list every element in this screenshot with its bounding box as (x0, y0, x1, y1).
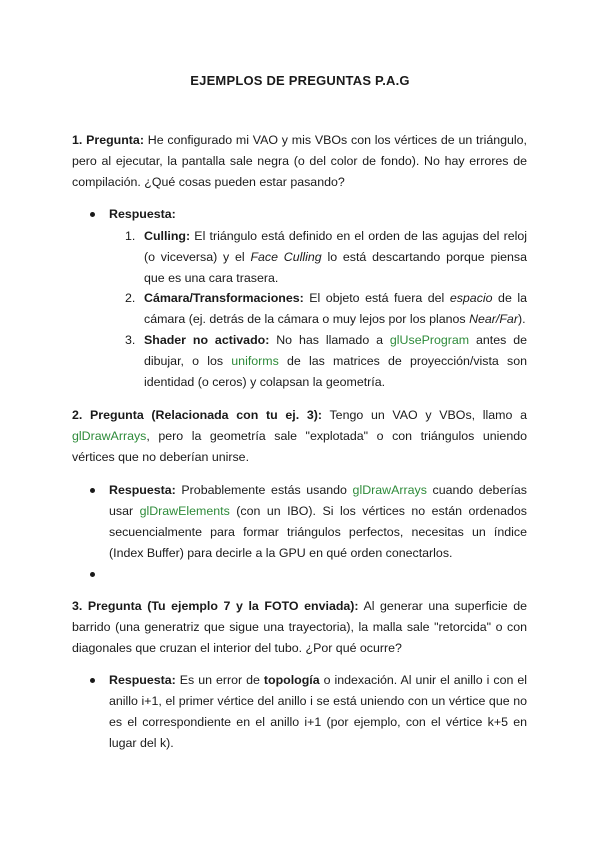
code-term: glDrawArrays (72, 429, 147, 443)
answer-1-item-2 (125, 288, 527, 330)
question-2-text: , pero la geometría sale "explotada" o con triángulos uniendo vértices que no deberían unirse. (72, 429, 527, 464)
question-2 (72, 405, 527, 468)
code-term: glDrawElements (139, 504, 230, 518)
answer-text: (con un IBO). Si los vértices no están ordenados secuencialmente para formar triángulos perfectos, necesitas un índice (Index Buffer) para decirle a la GPU en qué orden conectarlos. (109, 504, 528, 560)
answer-text: Es un error de (175, 673, 264, 687)
question-2-answer-bullet (90, 480, 527, 564)
question-1-label: 1. Pregunta: (72, 133, 144, 147)
item-text: El objeto está fuera del (303, 291, 450, 305)
bullet-icon (90, 572, 95, 577)
answer-text: cuando deberías usar (109, 483, 527, 518)
answer-text: Probablemente estás usando (175, 483, 353, 497)
bullet-icon (90, 678, 95, 683)
item-label: Shader no activado: (144, 333, 270, 347)
answer-label: Respuesta: (109, 673, 176, 687)
item-italic: espacio (449, 291, 493, 305)
question-2-label: 2. Pregunta (Relacionada con tu ej. 3): (72, 408, 323, 422)
item-text: El triángulo está definido en el orden de las agujas del reloj (o viceversa) y el (144, 229, 527, 264)
answer-text: o indexación. Al unir el anillo i con el anillo i+1, el primer vértice del anillo i se está uniendo con un vértice que no es el correspondiente en el anillo i+1 (por ejemplo, con el vértice k+5 en lugar del k). (109, 673, 527, 750)
question-1-text: He configurado mi VAO y mis VBOs con los vértices de un triángulo, pero al ejecutar, la pantalla sale negra (o del color de fondo). No hay errores de compilación. ¿Qué cosas pueden estar pasando? (72, 133, 527, 189)
question-3-answer-bullet (90, 670, 527, 754)
question-1-answer-bullet (90, 204, 527, 225)
item-text: lo está descartando porque piensa que es una cara trasera. (144, 250, 527, 285)
item-italic: Near/Far (469, 312, 518, 326)
answer-1-item-1 (125, 226, 527, 289)
bullet-icon (90, 212, 95, 217)
answer-bold-term: topología (263, 673, 320, 687)
question-2-text: Tengo un VAO y VBOs, llamo a (322, 408, 527, 422)
answer-label: Respuesta: (109, 483, 176, 497)
item-text: ). (517, 312, 526, 326)
item-italic: Face Culling (250, 250, 322, 264)
bullet-icon (90, 488, 95, 493)
item-text: antes de dibujar, o los (144, 333, 527, 368)
item-number: 2. (125, 291, 136, 305)
item-label: Culling: (144, 229, 191, 243)
item-text: No has llamado a (269, 333, 390, 347)
question-3 (72, 596, 527, 659)
question-3-text: Al generar una superficie de barrido (una generatriz que sigue una trayectoria), la malla sale "retorcida" o con diagonales que cruzan el interior del tubo. ¿Por qué ocurre? (72, 599, 527, 655)
code-term: uniforms (231, 354, 279, 368)
answer-1-item-3 (125, 330, 527, 393)
question-1 (72, 130, 527, 193)
item-text: de la cámara (ej. detrás de la cámara o muy lejos por los planos (144, 291, 527, 326)
answer-label: Respuesta: (109, 207, 176, 221)
code-term: glUseProgram (389, 333, 470, 347)
item-label: Cámara/Transformaciones: (144, 291, 304, 305)
item-number: 3. (125, 333, 136, 347)
item-text: de las matrices de proyección/vista son identidad (o ceros) y colapsan la geometría. (144, 354, 527, 389)
document-title: EJEMPLOS DE PREGUNTAS P.A.G (190, 73, 410, 88)
item-number: 1. (125, 229, 136, 243)
question-3-label: 3. Pregunta (Tu ejemplo 7 y la FOTO enviada): (72, 599, 359, 613)
code-term: glDrawArrays (352, 483, 427, 497)
